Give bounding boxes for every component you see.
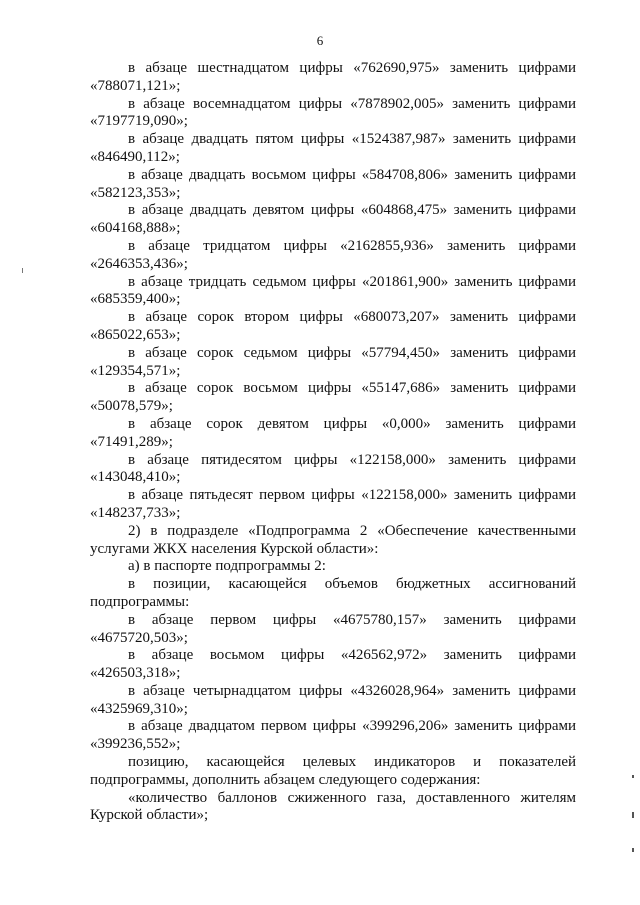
scan-edge-mark	[632, 775, 634, 778]
paragraph: в абзаце сорок девятом цифры «0,000» заменить цифрами «71491,289»;	[90, 415, 576, 450]
paragraph: в абзаце двадцать пятом цифры «1524387,987» заменить цифрами «846490,112»;	[90, 131, 576, 165]
paragraph: позицию, касающейся целевых индикаторов и показателей подпрограммы, дополнить абзацем следующего содержания:	[90, 754, 576, 788]
paragraph: 2) в подразделе «Подпрограмма 2 «Обеспечение качественными услугами ЖКХ населения Курской области»:	[90, 522, 576, 557]
paragraph: в абзаце сорок восьмом цифры «55147,686» заменить цифрами «50078,579»;	[90, 380, 576, 415]
paragraph: в абзаце сорок седьмом цифры «57794,450» заменить цифрами «129354,571»;	[90, 344, 576, 379]
paragraph: в абзаце пятидесятом цифры «122158,000» заменить цифрами «143048,410»;	[90, 451, 576, 486]
scan-edge-mark	[632, 848, 634, 852]
paragraph: в абзаце пятьдесят первом цифры «122158,000» заменить цифрами «148237,733»;	[90, 487, 576, 521]
paragraph: «количество баллонов сжиженного газа, доставленного жителям Курской области»;	[90, 789, 576, 824]
paragraph: в абзаце тридцатом цифры «2162855,936» заменить цифрами «2646353,436»;	[90, 237, 576, 272]
scan-artifact-mark	[22, 268, 23, 273]
paragraph: в абзаце первом цифры «4675780,157» заменить цифрами «4675720,503»;	[90, 611, 576, 646]
scan-edge-mark	[632, 812, 634, 818]
paragraph: в абзаце тридцать седьмом цифры «201861,900» заменить цифрами «685359,400»;	[90, 273, 576, 308]
document-body	[90, 60, 576, 825]
page-number: 6	[316, 33, 324, 48]
paragraph: в абзаце двадцать восьмом цифры «584708,806» заменить цифрами «582123,353»;	[90, 166, 576, 201]
paragraph: в абзаце четырнадцатом цифры «4326028,964» заменить цифрами «4325969,310»;	[90, 682, 576, 717]
paragraph: в позиции, касающейся объемов бюджетных ассигнований подпрограммы:	[90, 576, 576, 610]
paragraph: в абзаце восемнадцатом цифры «7878902,005» заменить цифрами «7197719,090»;	[90, 95, 576, 130]
paragraph: в абзаце сорок втором цифры «680073,207» заменить цифрами «865022,653»;	[90, 309, 576, 343]
paragraph: в абзаце двадцать девятом цифры «604868,475» заменить цифрами «604168,888»;	[90, 202, 576, 237]
paragraph: а) в паспорте подпрограммы 2:	[128, 558, 326, 575]
paragraph: в абзаце восьмом цифры «426562,972» заменить цифрами «426503,318»;	[90, 647, 576, 682]
paragraph: в абзаце шестнадцатом цифры «762690,975» заменить цифрами «788071,121»;	[90, 60, 576, 94]
paragraph: в абзаце двадцатом первом цифры «399296,206» заменить цифрами «399236,552»;	[90, 718, 576, 753]
